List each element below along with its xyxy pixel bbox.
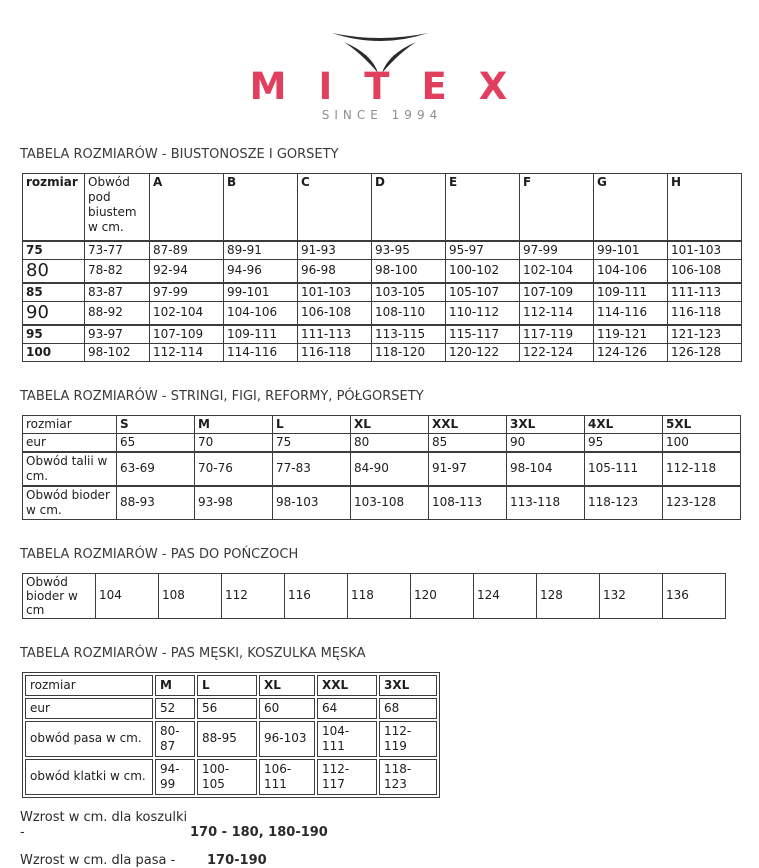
table-cell: 122-124 — [520, 343, 594, 361]
table-cell: 105-107 — [446, 283, 520, 302]
table-cell: 93-98 — [195, 486, 273, 520]
table-cell: 100-105 — [197, 759, 257, 795]
table-cell: 78-82 — [85, 259, 150, 283]
briefs-size-table — [22, 415, 741, 520]
table-cell: obwód klatki w cm. — [25, 759, 153, 795]
table-cell: eur — [25, 698, 153, 719]
height-note-belt-value: 170-190 — [207, 852, 267, 868]
table-row — [25, 675, 437, 696]
table-cell: 116-118 — [298, 343, 372, 361]
table-cell: 136 — [663, 573, 726, 618]
table-cell: 103-105 — [372, 283, 446, 302]
height-note-belt — [20, 853, 759, 868]
table-cell: 70-76 — [195, 452, 273, 486]
table-cell: 90 — [507, 433, 585, 452]
table-cell: 103-108 — [351, 486, 429, 520]
table-cell: 95 — [585, 433, 663, 452]
stocking-belt-table-body — [23, 573, 726, 618]
table-cell: 96-98 — [298, 259, 372, 283]
table-cell: 98-103 — [273, 486, 351, 520]
table-row — [23, 343, 742, 361]
height-note-shirt — [20, 810, 759, 840]
table-row — [25, 759, 437, 795]
table-cell: 90 — [23, 301, 85, 325]
table-cell: 124 — [474, 573, 537, 618]
table-cell: 98-102 — [85, 343, 150, 361]
table-cell: 95 — [23, 325, 85, 344]
table-cell: 91-97 — [429, 452, 507, 486]
table-cell: 85 — [429, 433, 507, 452]
table-row — [23, 433, 741, 452]
table-cell: 119-121 — [594, 325, 668, 344]
table-cell: 100-102 — [446, 259, 520, 283]
table-cell: 94-96 — [224, 259, 298, 283]
table-cell: 120-122 — [446, 343, 520, 361]
table-cell: 94-99 — [155, 759, 195, 795]
table-cell: 104-106 — [594, 259, 668, 283]
table-cell: 68 — [379, 698, 437, 719]
table-cell: 102-104 — [520, 259, 594, 283]
table-cell: 105-111 — [585, 452, 663, 486]
mens-table-body — [25, 675, 437, 795]
table-cell: F — [520, 174, 594, 241]
table-cell: 80-87 — [155, 721, 195, 757]
table-cell: 4XL — [585, 415, 663, 433]
table-cell: 115-117 — [446, 325, 520, 344]
table-cell: 104-111 — [317, 721, 377, 757]
table-row — [25, 698, 437, 719]
table-cell: 111-113 — [668, 283, 742, 302]
table-cell: 85 — [23, 283, 85, 302]
table-cell: 98-104 — [507, 452, 585, 486]
table-cell: rozmiar — [25, 675, 153, 696]
table-cell: 73-77 — [85, 241, 150, 260]
table-cell: 112-114 — [520, 301, 594, 325]
table-cell: XXL — [429, 415, 507, 433]
table-cell: 104-106 — [224, 301, 298, 325]
table-cell: 99-101 — [224, 283, 298, 302]
table-cell: 106-111 — [259, 759, 315, 795]
table-cell: 114-116 — [224, 343, 298, 361]
table-cell: 126-128 — [668, 343, 742, 361]
table-cell: 3XL — [507, 415, 585, 433]
table-cell: 118-123 — [379, 759, 437, 795]
table-cell: 113-118 — [507, 486, 585, 520]
table-cell: 99-101 — [594, 241, 668, 260]
table-cell: 121-123 — [668, 325, 742, 344]
table-cell: 77-83 — [273, 452, 351, 486]
table-cell: eur — [23, 433, 117, 452]
table-cell: Obwód pod biustem w cm. — [85, 174, 150, 241]
height-note-shirt-label: Wzrost w cm. dla koszulki - — [20, 809, 188, 840]
table-cell: 124-126 — [594, 343, 668, 361]
table-cell: B — [224, 174, 298, 241]
section-title-mens: TABELA ROZMIARÓW - PAS MĘSKI, KOSZULKA MĘSKA — [20, 645, 366, 661]
table-cell: 97-99 — [150, 283, 224, 302]
table-row — [23, 301, 742, 325]
table-cell: 75 — [273, 433, 351, 452]
table-cell: 120 — [411, 573, 474, 618]
table-cell: 108 — [159, 573, 222, 618]
table-cell: 116 — [285, 573, 348, 618]
table-row — [23, 486, 741, 520]
table-cell: 92-94 — [150, 259, 224, 283]
table-cell: M — [155, 675, 195, 696]
table-row — [23, 174, 742, 241]
table-cell: 132 — [600, 573, 663, 618]
table-cell: 112-114 — [150, 343, 224, 361]
table-cell: 118-120 — [372, 343, 446, 361]
table-cell: L — [273, 415, 351, 433]
table-cell: 87-89 — [150, 241, 224, 260]
section-title-bras-corsets: TABELA ROZMIARÓW - BIUSTONOSZE I GORSETY — [20, 147, 339, 162]
table-cell: 108-113 — [429, 486, 507, 520]
bras-corsets-table-body — [23, 174, 742, 362]
table-cell: 118-123 — [585, 486, 663, 520]
table-cell: 112-119 — [379, 721, 437, 757]
table-cell: L — [197, 675, 257, 696]
table-cell: 63-69 — [117, 452, 195, 486]
table-cell: E — [446, 174, 520, 241]
table-cell: 118 — [348, 573, 411, 618]
table-cell: 93-97 — [85, 325, 150, 344]
table-cell: 98-100 — [372, 259, 446, 283]
table-cell: rozmiar — [23, 174, 85, 241]
brand-header — [20, 0, 739, 122]
table-row — [25, 721, 437, 757]
table-cell: XXL — [317, 675, 377, 696]
table-cell: S — [117, 415, 195, 433]
briefs-table-body — [23, 415, 741, 519]
table-cell: 101-103 — [298, 283, 372, 302]
table-cell: 91-93 — [298, 241, 372, 260]
table-cell: XL — [259, 675, 315, 696]
table-cell: 88-93 — [117, 486, 195, 520]
table-cell: 89-91 — [224, 241, 298, 260]
table-cell: 88-95 — [197, 721, 257, 757]
height-note-shirt-value: 170 - 180, 180-190 — [190, 824, 328, 840]
table-cell: Obwód bioder w cm. — [23, 486, 117, 520]
table-row — [23, 283, 742, 302]
table-cell: 104 — [96, 573, 159, 618]
table-row — [23, 452, 741, 486]
table-cell: 102-104 — [150, 301, 224, 325]
table-cell: 75 — [23, 241, 85, 260]
table-cell: 65 — [117, 433, 195, 452]
section-briefs — [20, 389, 759, 520]
table-cell: 100 — [23, 343, 85, 361]
table-cell: 80 — [351, 433, 429, 452]
table-cell: 108-110 — [372, 301, 446, 325]
table-cell: Obwód bioder w cm — [23, 573, 96, 618]
table-cell: 83-87 — [85, 283, 150, 302]
table-cell: 111-113 — [298, 325, 372, 344]
table-cell: 64 — [317, 698, 377, 719]
brand-name: MITEX — [249, 65, 540, 108]
table-cell: 100 — [663, 433, 741, 452]
table-cell: 109-111 — [594, 283, 668, 302]
section-bras-corsets — [20, 147, 759, 362]
table-cell: 97-99 — [520, 241, 594, 260]
table-cell: 110-112 — [446, 301, 520, 325]
table-cell: 70 — [195, 433, 273, 452]
table-cell: M — [195, 415, 273, 433]
table-cell: XL — [351, 415, 429, 433]
table-cell: obwód pasa w cm. — [25, 721, 153, 757]
table-row — [23, 573, 726, 618]
table-cell: A — [150, 174, 224, 241]
section-stocking-belt — [20, 547, 759, 619]
bras-corsets-size-table — [22, 173, 742, 362]
table-cell: 93-95 — [372, 241, 446, 260]
table-row — [23, 325, 742, 344]
table-cell: 128 — [537, 573, 600, 618]
table-cell: 84-90 — [351, 452, 429, 486]
height-note-belt-label: Wzrost w cm. dla pasa - — [20, 852, 176, 868]
brand-tagline: SINCE 1994 — [321, 108, 443, 122]
table-cell: 107-109 — [150, 325, 224, 344]
table-cell: 116-118 — [668, 301, 742, 325]
stocking-belt-size-table — [22, 573, 726, 619]
table-row — [23, 241, 742, 260]
table-cell: G — [594, 174, 668, 241]
table-cell: 3XL — [379, 675, 437, 696]
table-cell: 112-117 — [317, 759, 377, 795]
table-cell: Obwód talii w cm. — [23, 452, 117, 486]
table-cell: 101-103 — [668, 241, 742, 260]
section-title-briefs: TABELA ROZMIARÓW - STRINGI, FIGI, REFORMY, PÓŁGORSETY — [20, 388, 424, 404]
table-cell: 107-109 — [520, 283, 594, 302]
table-cell: 5XL — [663, 415, 741, 433]
table-row — [23, 415, 741, 433]
table-cell: 114-116 — [594, 301, 668, 325]
table-cell: 96-103 — [259, 721, 315, 757]
table-cell: 106-108 — [298, 301, 372, 325]
table-cell: 106-108 — [668, 259, 742, 283]
table-cell: 80 — [23, 259, 85, 283]
section-title-stocking-belt: TABELA ROZMIARÓW - PAS DO POŃCZOCH — [20, 546, 299, 562]
table-cell: D — [372, 174, 446, 241]
table-cell: 112-118 — [663, 452, 741, 486]
table-cell: 88-92 — [85, 301, 150, 325]
table-cell: 60 — [259, 698, 315, 719]
table-cell: 52 — [155, 698, 195, 719]
table-cell: 112 — [222, 573, 285, 618]
table-cell: rozmiar — [23, 415, 117, 433]
table-cell: 109-111 — [224, 325, 298, 344]
table-cell: 95-97 — [446, 241, 520, 260]
table-cell: H — [668, 174, 742, 241]
mens-size-table — [22, 672, 440, 798]
table-cell: 56 — [197, 698, 257, 719]
section-mens — [20, 646, 759, 798]
table-cell: C — [298, 174, 372, 241]
table-row — [23, 259, 742, 283]
table-cell: 113-115 — [372, 325, 446, 344]
table-cell: 117-119 — [520, 325, 594, 344]
table-cell: 123-128 — [663, 486, 741, 520]
